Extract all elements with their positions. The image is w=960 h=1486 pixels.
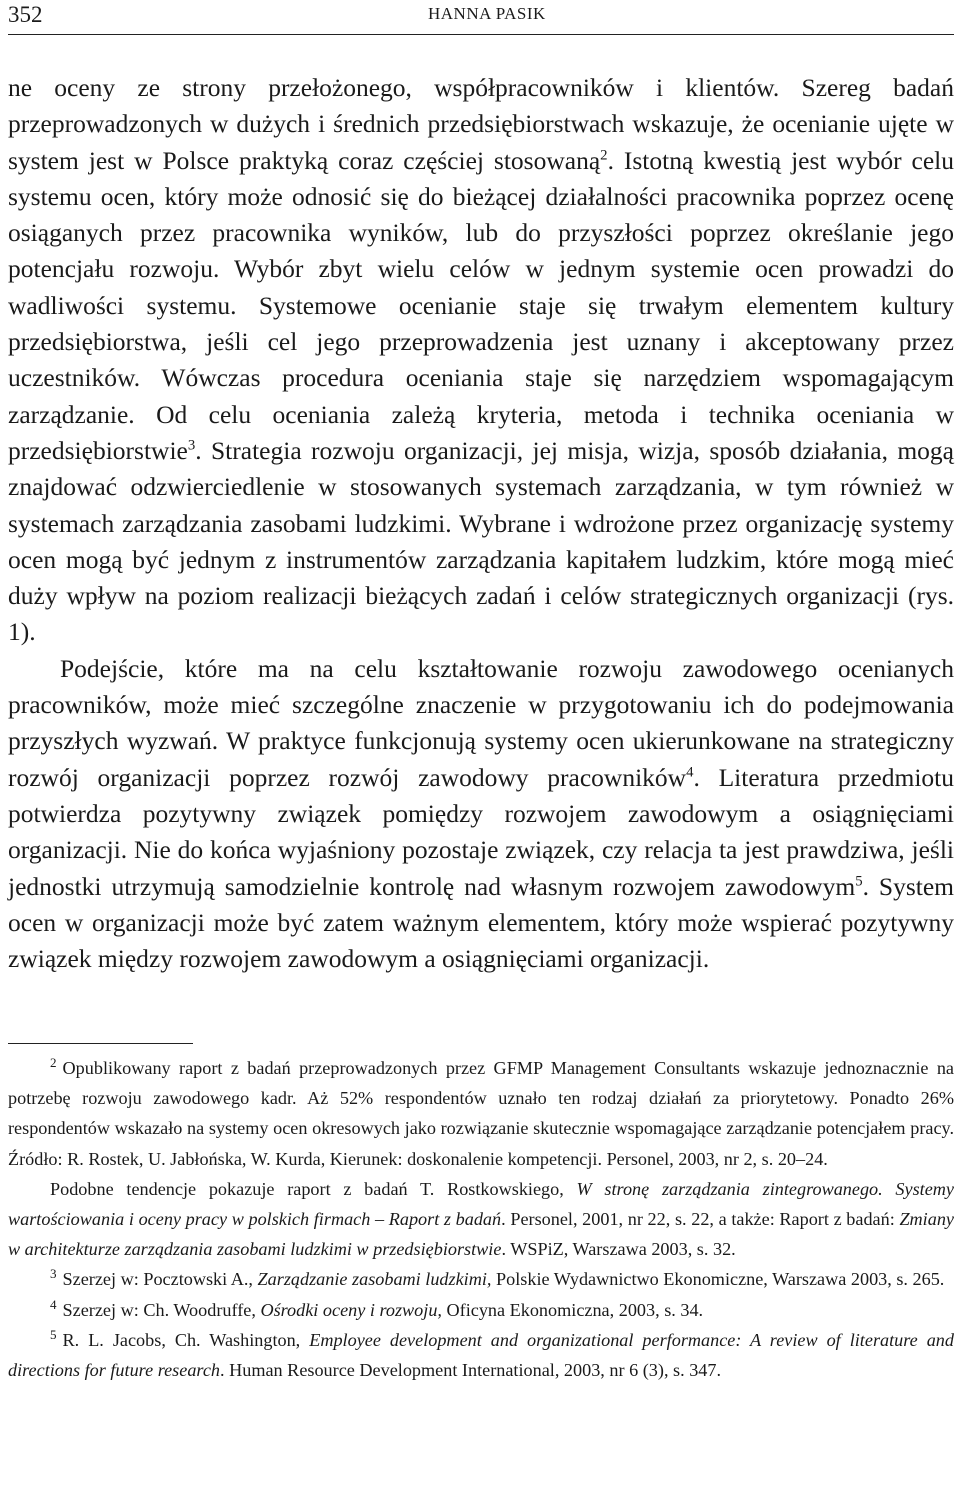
footnote-text: Polskie Wydawnictwo Ekonomiczne, Warszawa 2003, s. 265. — [491, 1269, 945, 1290]
footnote-4 — [8, 1295, 954, 1325]
footnotes — [8, 1053, 954, 1385]
footnote-5 — [8, 1325, 954, 1385]
footnote-title-italic: Zmiany w architekturze zarządzania zasobami ludzkimi w przedsiębiorstwie — [8, 1209, 954, 1260]
running-head-author: HANNA PASIK — [428, 4, 546, 23]
footnote-ref: 2 — [600, 147, 608, 164]
text-run: . Istotną kwestią jest wybór celu systemu ocen, który może odnosić się do bieżącej działalności pracownika poprzez ocenę osiąganych przez pracownika wyników, lub do przyszłości poprzez określanie jego potencjału rozwoju. Wybór zbyt wielu celów w jednym systemie ocen prowadzi do wadliwości systemu. Systemowe ocenianie staje się trwałym elementem kultury przedsiębiorstwa, jeśli cel jego przeprowadzenia jest uznany i akceptowany przez uczestników. Wówczas procedura oceniania staje się narzędziem wspomagającym zarządzanie. Od celu oceniania zależą kryteria, metoda i technika oceniania w przedsiębiorstwie — [8, 145, 954, 465]
main-text — [8, 70, 954, 977]
footnote-number: 3 — [50, 1266, 57, 1282]
page-header — [8, 0, 954, 35]
footnote-text: Podobne tendencje pokazuje raport z badań T. Rostkowskiego, — [50, 1178, 577, 1199]
footnote-number: 5 — [50, 1326, 57, 1342]
text-run: . Strategia rozwoju organizacji, jej misja, wizja, sposób działania, mogą znajdować odzwierciedlenie w stosowanych systemach zarządzania, w tym również w systemach zarządzania zasobami ludzkimi. Wybrane i wdrożone przez organizację systemy ocen mogą być jednym z instrumentów zarządzania kapitałem ludzkim, które mogą mieć duży wpływ na poziom realizacji bieżących zadań i celów strategicznych organizacji (rys. 1). — [8, 435, 954, 647]
text-run: Podejście, które ma na celu kształtowanie rozwoju zawodowego ocenianych pracowników, może mieć szczególne znaczenie w przygotowaniu ich do podejmowania przyszłych wyzwań. W praktyce funkcjonują systemy ocen ukierunkowane na strategiczny rozwój organizacji poprzez rozwój zawodowy pracowników — [8, 653, 954, 792]
footnote-2-continued — [8, 1174, 954, 1265]
footnote-3 — [8, 1264, 954, 1294]
footnote-title-italic: Zarządzanie zasobami ludzkimi, — [257, 1269, 492, 1290]
text-run: . System ocen w organizacji może być zatem ważnym elementem, który może wspierać pozytywny związek między rozwojem zawodowym a osiągnięciami organizacji. — [8, 871, 954, 974]
text-run: . Literatura przedmiotu potwierdza pozytywny związek pomiędzy rozwojem zawodowym a osiągnięciami organizacji. Nie do końca wyjaśniony pozostaje związek, czy relacja ta jest prawdziwa, jeśli jednostki utrzymują samodzielnie kontrolę nad własnym rozwojem zawodowym — [8, 762, 954, 901]
paragraph-2 — [8, 651, 954, 978]
footnote-text: Szerzej w: Pocztowski A., — [62, 1269, 258, 1290]
footnote-text: Szerzej w: Ch. Woodruffe, — [62, 1299, 261, 1320]
footnote-text: . WSPiZ, Warszawa 2003, s. 32. — [501, 1239, 736, 1260]
footnote-ref: 3 — [187, 437, 196, 454]
footnote-title-italic: W stronę zarządzania zintegrowanego. Systemy wartościowania i oceny pracy w polskich firmach – Raport z badań — [8, 1178, 955, 1230]
footnote-text: Opublikowany raport z badań przeprowadzonych przez GFMP Management Consultants wskazuje jednoznacznie na potrzebę rozwoju zawodowego kadr. Aż 52% respondentów uznało ten rodzaj działań za priorytetowy. Ponadto 26% respondentów wskazało na systemy ocen okresowych jako rozwiązanie skutecznie wspomagające zarządzanie potencjałem pracy. Źródło: R. Rostek, U. Jabłońska, W. Kurda, Kierunek: doskonalenie kompetencji. Personel, 2003, nr 2, s. 20–24. — [8, 1058, 954, 1169]
paragraph-1 — [8, 70, 954, 651]
footnote-title-italic: Employee development and organizational performance: A review of literature and directions for future research — [8, 1329, 954, 1381]
footnote-text: R. L. Jacobs, Ch. Washington, — [62, 1329, 310, 1350]
footnote-text: . Human Resource Development International, 2003, nr 6 (3), s. 347. — [220, 1360, 722, 1381]
footnote-number: 4 — [50, 1296, 57, 1312]
page-number: 352 — [8, 2, 43, 27]
text-run: ne oceny ze strony przełożonego, współpracowników i klientów. Szereg badań przeprowadzonych w dużych i średnich przedsiębiorstwach wskazuje, że ocenianie ujęte w system jest w Polsce praktyką coraz częściej stosowaną — [8, 73, 954, 175]
footnote-2 — [8, 1053, 954, 1174]
footnote-text: . Personel, 2001, nr 22, s. 22, a także: Raport z badań: — [501, 1209, 900, 1230]
footnote-ref: 5 — [855, 873, 863, 890]
footnote-text: Oficyna Ekonomiczna, 2003, s. 34. — [441, 1299, 704, 1320]
footnote-ref: 4 — [686, 764, 694, 781]
footnote-title-italic: Ośrodki oceny i rozwoju, — [260, 1299, 442, 1320]
footnote-divider — [8, 1043, 193, 1044]
footnote-number: 2 — [50, 1054, 57, 1070]
